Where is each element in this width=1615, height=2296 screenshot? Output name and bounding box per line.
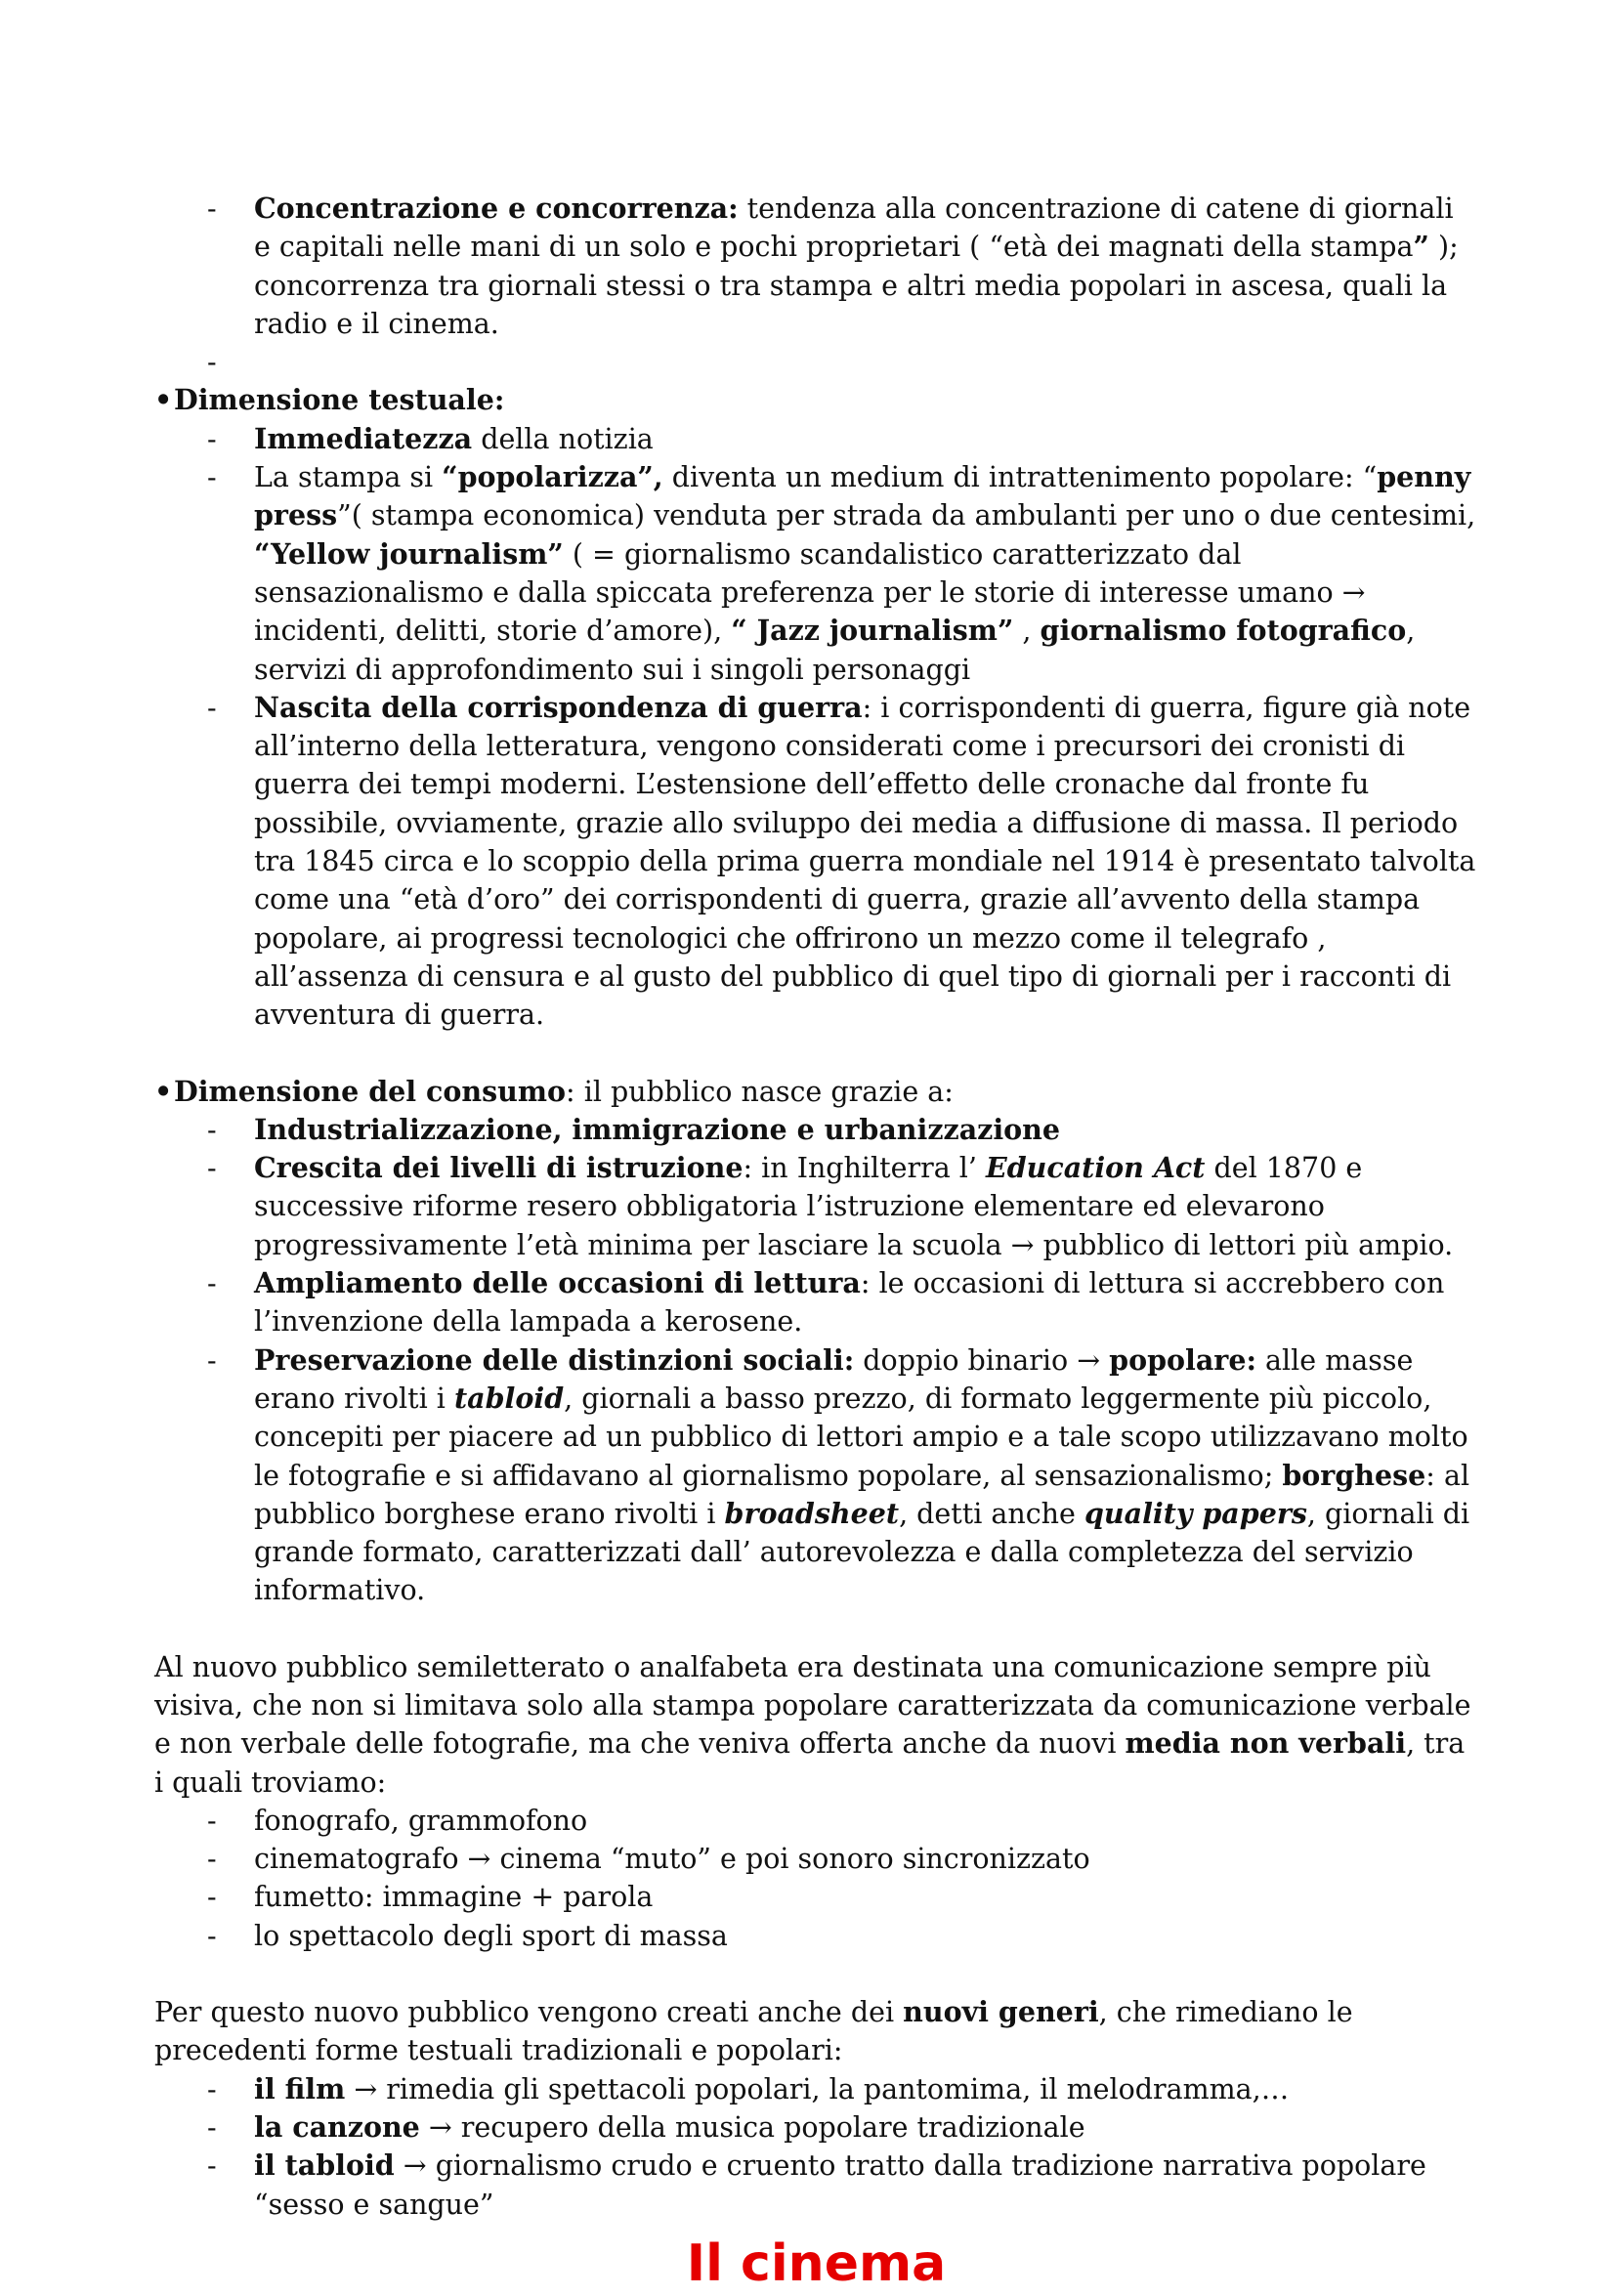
- term-distinzioni: Preservazione delle distinzioni sociali:: [254, 1342, 855, 1377]
- list-item-cinematografo: [154, 1840, 1478, 1878]
- text: Per questo nuovo pubblico vengono creati anche dei: [154, 1996, 904, 2029]
- term-tabloid-genre: il tabloid: [254, 2148, 395, 2183]
- list-item-empty: [154, 343, 1478, 381]
- term-quality-papers: quality papers: [1084, 1496, 1307, 1530]
- text: → recupero della musica popolare tradizionale: [419, 2110, 1085, 2144]
- text: : le occasioni di lettura si accrebbero con l’invenzione della lampada a kerosene.: [254, 1267, 1445, 1339]
- text: : il pubblico nasce grazie a:: [566, 1075, 954, 1108]
- text-bold: ”: [1413, 230, 1429, 264]
- list-item-fumetto: [154, 1878, 1478, 1916]
- dash-marker: -: [207, 1152, 217, 1185]
- term-broadsheet: broadsheet: [724, 1496, 900, 1530]
- section-dimensione-consumo: [154, 1073, 1478, 1111]
- text: ( = giornalismo scandalistico caratterizzato dal sensazionalismo e dalla spiccata preferenza per le storie di interesse umano → incidenti, delitti, storie d’amore),: [254, 537, 1366, 648]
- text: Al nuovo pubblico semiletterato o analfabeta era destinata una comunicazione sempre più visiva, che non si limitava solo alla stampa popolare caratterizzata da comunicazione verbale e non verbale delle fotografie, ma che veniva offerta anche da nuovi: [154, 1650, 1471, 1761]
- term-jazz-journalism: “ Jazz journalism”: [731, 614, 1014, 648]
- section-title: Dimensione del consumo: [174, 1074, 567, 1108]
- text: → rimedia gli spettacoli popolari, la pantomima, il melodramma,…: [345, 2072, 1290, 2105]
- text: , che rimediano le precedenti forme testuali tradizionali e popolari:: [154, 1996, 1353, 2067]
- text: ”( stampa economica) venduta per strada da ambulanti per uno o due centesimi,: [337, 499, 1476, 532]
- list-item-canzone: [154, 2108, 1478, 2147]
- text: ); concorrenza tra giornali stessi o tra stampa e altri media popolari in ascesa, quali la radio e il cinema.: [254, 231, 1459, 340]
- term-concentrazione: Concentrazione e concorrenza:: [254, 191, 739, 225]
- text: diventa un medium di intrattenimento popolare: “: [662, 461, 1378, 494]
- text: : i corrispondenti di guerra, figure già note all’interno della letteratura, vengono considerati come i precursori dei cronisti di guerra dei tempi moderni. L’estensione dell’effetto delle cronache dal fronte fu possibile, ovviamente, grazie allo sviluppo dei media a diffusione di massa. Il periodo tra 1845 circa e lo scoppio della prima guerra mondiale nel 1914 è presentato talvolta come una “età d’oro” dei corrispondenti di guerra, grazie all’avvento della stampa popolare, ai progressi tecnologici che offrirono un mezzo come il telegrafo , all’assenza di censura e al gusto del pubblico di quel tipo di giornali per i racconti di avventura di guerra.: [254, 691, 1476, 1032]
- text: doppio binario →: [854, 1343, 1110, 1377]
- list-item-film: [154, 2070, 1478, 2108]
- spacer: [154, 1035, 1478, 1073]
- dash-marker: -: [207, 1343, 217, 1377]
- term-nuovi-generi: nuovi generi: [903, 1995, 1099, 2029]
- term-penny-press: penny press: [254, 460, 1471, 532]
- dash-marker: -: [207, 1919, 217, 1952]
- term-education-act: Education Act: [985, 1151, 1206, 1185]
- term-film: il film: [254, 2071, 346, 2105]
- dash-marker: -: [207, 1804, 217, 1837]
- term-canzone: la canzone: [254, 2109, 420, 2144]
- section-heading-il-cinema: Il cinema: [686, 2233, 947, 2293]
- bullet-marker: •: [154, 1074, 173, 1108]
- text: fumetto: immagine + parola: [254, 1881, 654, 1914]
- section-dimensione-testuale: [154, 381, 1478, 419]
- text: , servizi di approfondimento sui i singoli personaggi: [254, 615, 1416, 686]
- text: cinematografo → cinema “muto” e poi sonoro sincronizzato: [254, 1843, 1090, 1876]
- text: : al pubblico borghese erano rivolti i: [254, 1459, 1470, 1530]
- term-borghese: borghese: [1282, 1458, 1426, 1492]
- dash-marker: -: [207, 346, 217, 379]
- dash-marker: -: [207, 2072, 217, 2105]
- term-yellow-journalism: “Yellow journalism”: [254, 536, 564, 571]
- list-item-istruzione: [154, 1149, 1478, 1264]
- text: : in Inghilterra l’: [743, 1152, 986, 1185]
- term-istruzione: Crescita dei livelli di istruzione: [254, 1151, 744, 1185]
- dash-marker: -: [207, 461, 217, 494]
- text: , detti anche: [899, 1497, 1084, 1530]
- spacer: [154, 1610, 1478, 1648]
- list-item-concentrazione: [154, 190, 1478, 343]
- list-item-immediatezza: [154, 420, 1478, 458]
- text: del 1870 e successive riforme resero obbligatoria l’istruzione elementare ed elevarono progressivamente l’età minima per lasciare la scuola → pubblico di lettori più ampio.: [254, 1152, 1454, 1261]
- dash-marker: -: [207, 1113, 217, 1146]
- list-item-corrispondenza: [154, 689, 1478, 1035]
- text: lo spettacolo degli sport di massa: [254, 1919, 728, 1952]
- bullet-marker: •: [154, 383, 173, 417]
- term-media-non-verbali: media non verbali: [1125, 1726, 1407, 1761]
- text: alle masse erano rivolti i: [254, 1343, 1414, 1415]
- text: ,: [1013, 615, 1041, 648]
- text: La stampa si: [254, 461, 443, 494]
- term-popolare: popolare:: [1109, 1342, 1256, 1377]
- list-item-distinzioni: [154, 1341, 1478, 1610]
- list-item-industrializzazione: [154, 1111, 1478, 1149]
- dash-marker: -: [207, 1881, 217, 1914]
- dash-marker: -: [207, 691, 217, 724]
- term-popolarizza: “popolarizza”,: [442, 460, 663, 494]
- text: → giornalismo crudo e cruento tratto dalla tradizione narrativa popolare “sesso e sangue”: [254, 2149, 1426, 2221]
- list-item-popolarizza: [154, 458, 1478, 689]
- term-industrializzazione: Industrializzazione, immigrazione e urbanizzazione: [254, 1112, 1061, 1146]
- term-corrispondenza: Nascita della corrispondenza di guerra: [254, 690, 863, 724]
- text: fonografo, grammofono: [254, 1804, 588, 1837]
- text: , giornali di grande formato, caratterizzati dall’ autorevolezza e dalla completezza del servizio informativo.: [254, 1497, 1470, 1607]
- dash-marker: -: [207, 2149, 217, 2183]
- dash-marker: -: [207, 1843, 217, 1876]
- list-item-fonografo: [154, 1802, 1478, 1840]
- paragraph-nuovo-pubblico: [154, 1648, 1478, 1802]
- term-lettura: Ampliamento delle occasioni di lettura: [254, 1266, 861, 1300]
- section-title: Dimensione testuale:: [174, 383, 505, 417]
- text: , tra i quali troviamo:: [154, 1727, 1466, 1799]
- dash-marker: -: [207, 422, 217, 455]
- dash-marker: -: [207, 192, 217, 225]
- term-immediatezza: Immediatezza: [254, 421, 473, 455]
- text: , giornali a basso prezzo, di formato leggermente più piccolo, concepiti per piacere ad un pubblico di lettori ampio e a tale scopo utilizzavano molto le fotografie e si affidavano al giornalismo popolare, al sensazionalismo;: [254, 1382, 1468, 1492]
- list-item-tabloid: [154, 2147, 1478, 2224]
- dash-marker: -: [207, 1267, 217, 1300]
- text: della notizia: [472, 422, 654, 455]
- paragraph-nuovi-generi: [154, 1993, 1478, 2070]
- text: tendenza alla concentrazione di catene di giornali e capitali nelle mani di un solo e pochi proprietari ( “età dei magnati della stampa: [254, 192, 1454, 264]
- dash-marker: -: [207, 2110, 217, 2144]
- term-giornalismo-fotografico: giornalismo fotografico: [1040, 614, 1407, 648]
- spacer: [154, 1955, 1478, 1993]
- term-tabloid: tabloid: [453, 1381, 565, 1415]
- list-item-lettura: [154, 1264, 1478, 1341]
- list-item-sport: [154, 1917, 1478, 1955]
